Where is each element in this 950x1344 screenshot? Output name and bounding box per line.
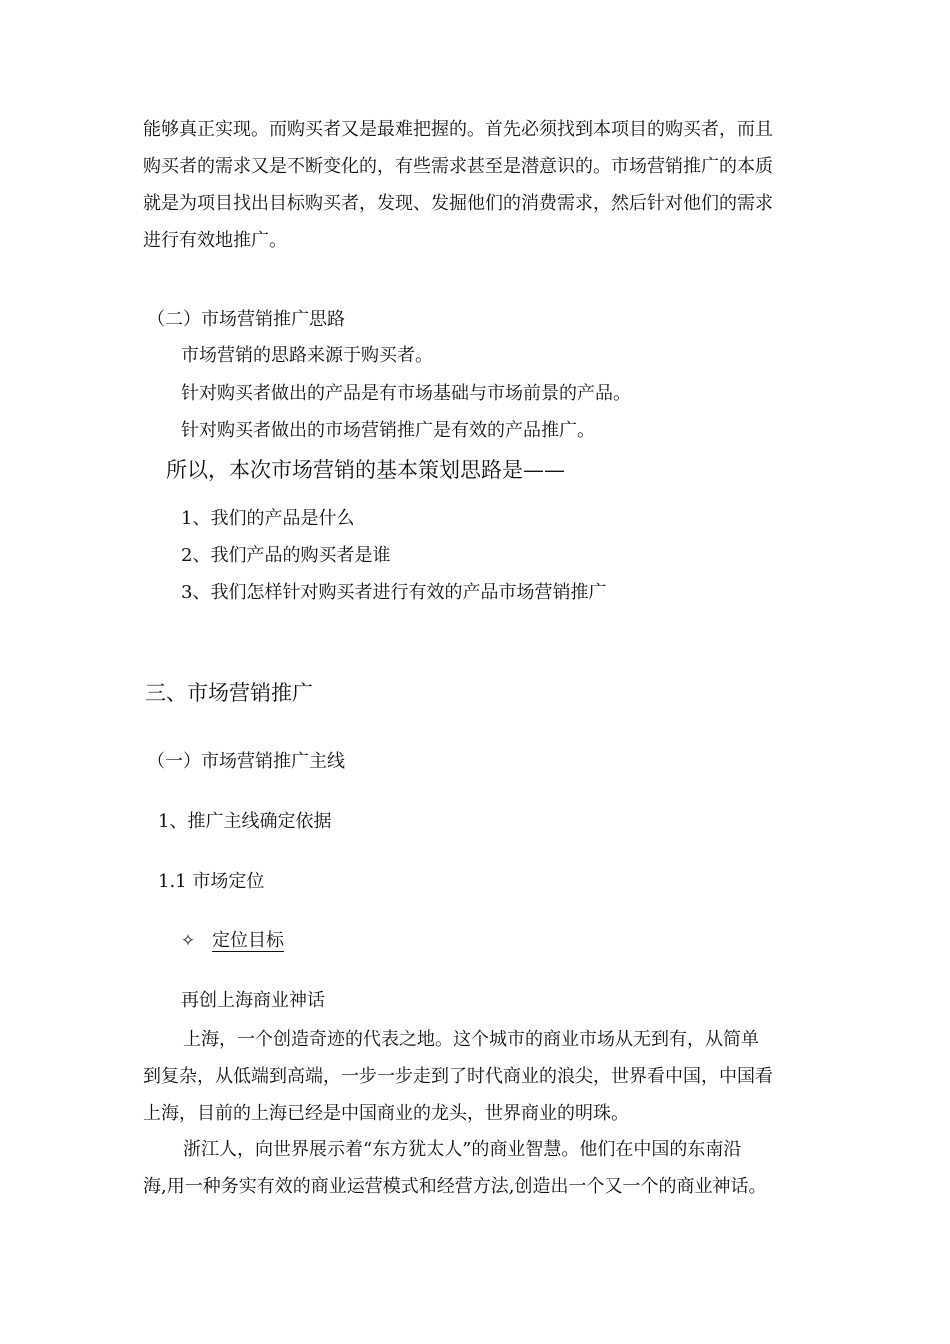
paragraph-line: 到复杂，从低端到高端，一步一步走到了时代商业的浪尖，世界看中国，中国看 xyxy=(143,1066,773,1087)
subsection-heading: 1、推广主线确定依据 xyxy=(158,811,332,832)
bullet-label: 定位目标 xyxy=(212,930,284,951)
section-heading: （二）市场营销推广思路 xyxy=(147,309,345,330)
text-line: 针对购买者做出的产品是有市场基础与市场前景的产品。 xyxy=(181,383,631,404)
intro-line: 进行有效地推广。 xyxy=(143,230,287,251)
chapter-title: 三、市场营销推广 xyxy=(145,681,313,705)
bullet-item xyxy=(178,930,284,952)
text-line: 市场营销的思路来源于购买者。 xyxy=(181,345,433,366)
paragraph-line: 上海，一个创造奇迹的代表之地。这个城市的商业市场从无到有，从简单 xyxy=(183,1029,759,1050)
summary-line: 所以，本次市场营销的基本策划思路是—— xyxy=(166,458,565,482)
subsection-heading: 1.1 市场定位 xyxy=(158,871,265,892)
paragraph xyxy=(143,1131,813,1205)
slogan: 再创上海商业神话 xyxy=(181,990,325,1011)
text-line: 针对购买者做出的市场营销推广是有效的产品推广。 xyxy=(181,420,595,441)
paragraph-line: 浙江人，向世界展示着“东方犹太人”的商业智慧。他们在中国的东南沿 xyxy=(183,1139,742,1160)
paragraph-line: 上海，目前的上海已经是中国商业的龙头，世界商业的明珠。 xyxy=(143,1103,629,1124)
subsection-heading: （一）市场营销推广主线 xyxy=(147,751,345,772)
intro-line: 能够真正实现。而购买者又是最难把握的。首先必须找到本项目的购买者，而且 xyxy=(143,119,773,140)
intro-line: 就是为项目找出目标购买者，发现、发掘他们的消费需求，然后针对他们的需求 xyxy=(143,193,773,214)
list-item: 3、我们怎样针对购买者进行有效的产品市场营销推广 xyxy=(181,582,607,603)
paragraph xyxy=(143,1021,807,1132)
four-pointed-star-icon: ✧ xyxy=(180,931,196,951)
intro-line: 购买者的需求又是不断变化的，有些需求甚至是潜意识的。市场营销推广的本质 xyxy=(143,156,773,177)
list-item: 1、我们的产品是什么 xyxy=(181,508,355,529)
paragraph-line: 海,用一种务实有效的商业运营模式和经营方法,创造出一个又一个的商业神话。 xyxy=(143,1176,767,1197)
intro-paragraph xyxy=(143,111,808,259)
list-item: 2、我们产品的购买者是谁 xyxy=(181,545,391,566)
